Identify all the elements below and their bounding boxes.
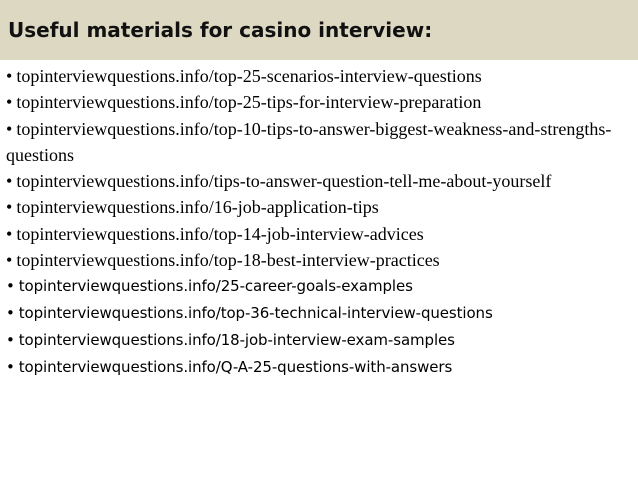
list-item <box>0 89 630 115</box>
bullet-icon: • <box>6 118 13 139</box>
list-item <box>0 63 630 89</box>
material-link[interactable]: topinterviewquestions.info/top-25-scenarios-interview-questions <box>16 66 482 86</box>
material-link[interactable]: topinterviewquestions.info/top-10-tips-to-answer-biggest-weakness-and-strengths-questions <box>6 118 612 165</box>
list-item <box>0 116 630 169</box>
bullet-icon: • <box>6 304 15 323</box>
material-link[interactable]: topinterviewquestions.info/Q-A-25-questions-with-answers <box>18 357 453 376</box>
bullet-icon: • <box>6 223 13 244</box>
material-link[interactable]: topinterviewquestions.info/top-36-technical-interview-questions <box>18 304 493 323</box>
material-link[interactable]: topinterviewquestions.info/25-career-goals-examples <box>18 277 413 296</box>
bullet-icon: • <box>6 66 13 86</box>
bullet-icon: • <box>6 250 13 271</box>
list-item <box>0 354 630 381</box>
material-link[interactable]: topinterviewquestions.info/16-job-application-tips <box>16 197 379 218</box>
bullet-icon: • <box>6 277 15 296</box>
material-link[interactable]: topinterviewquestions.info/top-18-best-interview-practices <box>16 250 440 271</box>
list-item <box>0 273 630 300</box>
list-item <box>0 194 630 220</box>
material-link[interactable]: topinterviewquestions.info/18-job-interview-exam-samples <box>18 330 455 349</box>
material-link[interactable]: topinterviewquestions.info/top-25-tips-for-interview-preparation <box>16 92 482 113</box>
materials-list <box>0 63 630 381</box>
bullet-icon: • <box>6 197 13 218</box>
list-item <box>0 247 630 273</box>
list-item <box>0 221 630 247</box>
title-bar <box>0 0 638 60</box>
list-item <box>0 327 630 354</box>
bullet-icon: • <box>6 357 15 376</box>
slide-title: Useful materials for casino interview: <box>8 18 433 42</box>
bullet-icon: • <box>6 171 13 192</box>
material-link[interactable]: topinterviewquestions.info/tips-to-answer-question-tell-me-about-yourself <box>16 171 552 192</box>
list-item <box>0 168 630 194</box>
material-link[interactable]: topinterviewquestions.info/top-14-job-interview-advices <box>16 223 424 244</box>
bullet-icon: • <box>6 92 13 113</box>
bullet-icon: • <box>6 330 15 349</box>
list-item <box>0 300 630 327</box>
